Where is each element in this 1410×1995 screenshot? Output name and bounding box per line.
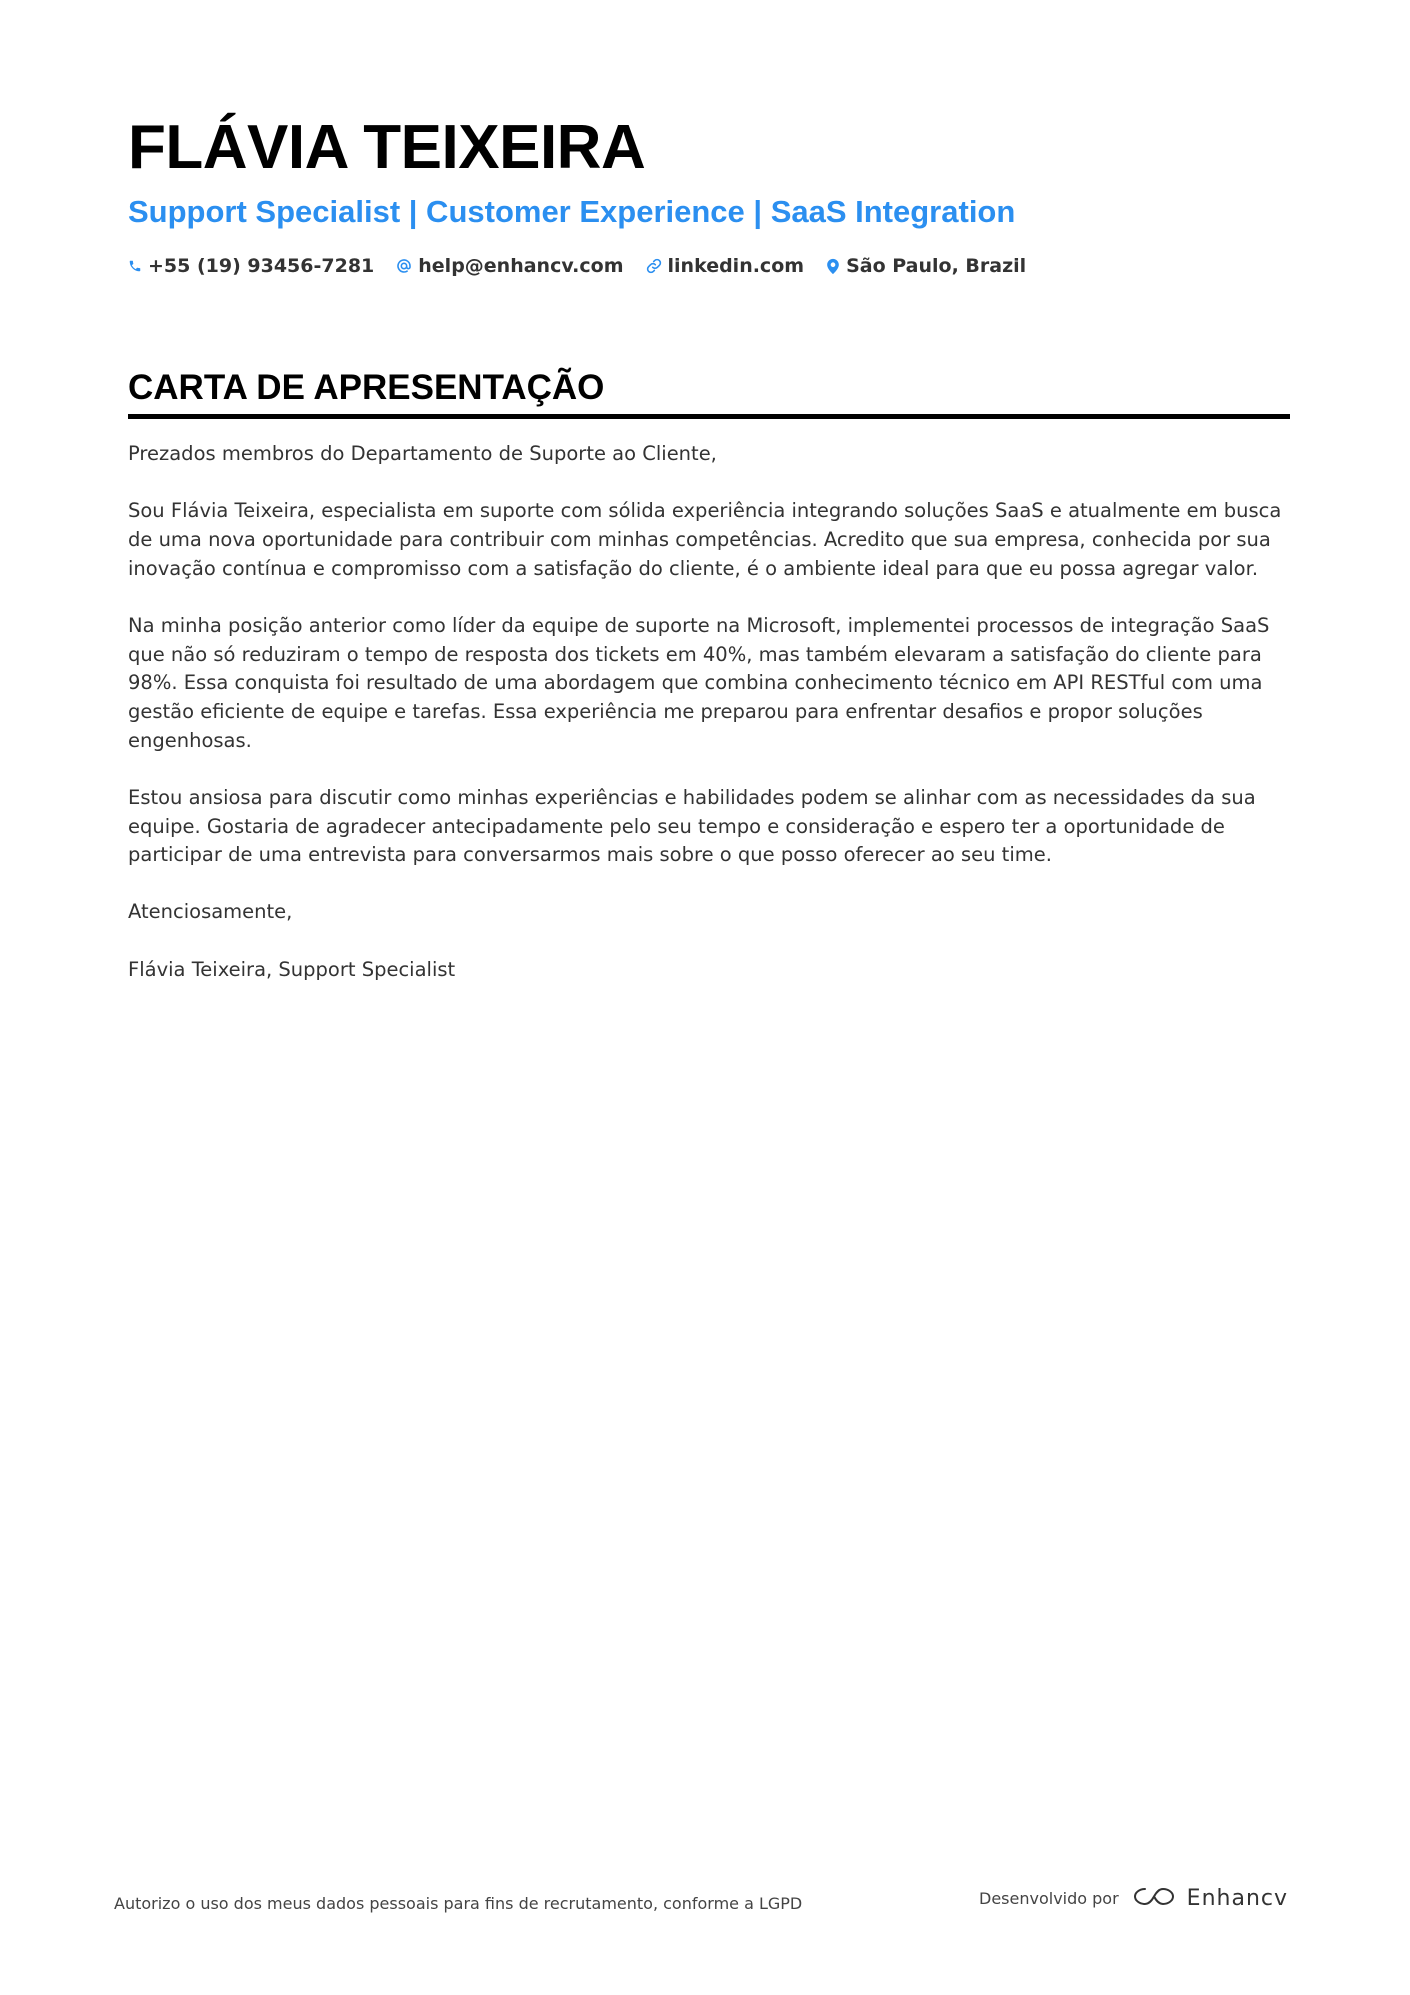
letter-paragraph: Na minha posição anterior como líder da equipe de suporte na Microsoft, implementei processos de integração SaaS que não só reduziram o tempo de resposta dos tickets em 40%, mas também elevaram a satisfação do cliente para 98%. Essa conquista foi resultado de uma abordagem que combina conhecimento técnico em API RESTful com uma gestão eficiente de equipe e tarefas. Essa experiência me preparou para enfrentar desafios e propor soluções engenhosas. xyxy=(128,613,1270,752)
letter-body xyxy=(128,440,1288,1013)
contact-info xyxy=(128,252,1288,280)
at-icon xyxy=(396,258,412,274)
phone-icon xyxy=(128,259,142,273)
section-title: CARTA DE APRESENTAÇÃO xyxy=(128,366,1290,419)
contact-phone[interactable] xyxy=(128,252,374,280)
letter-greeting: Prezados membros do Departamento de Suporte ao Cliente, xyxy=(128,442,717,465)
link-icon xyxy=(646,258,662,274)
enhancv-brand-name: Enhancv xyxy=(1186,1885,1288,1911)
consent-note: Autorizo o uso dos meus dados pessoais para fins de recrutamento, conforme a LGPD xyxy=(114,1894,803,1913)
contact-location-text: São Paulo, Brazil xyxy=(846,255,1027,277)
contact-linkedin-text: linkedin.com xyxy=(667,255,805,277)
letter-closing: Atenciosamente, xyxy=(128,900,293,924)
contact-email[interactable] xyxy=(396,252,623,280)
candidate-name: FLÁVIA TEIXEIRA xyxy=(128,113,646,182)
resume-header xyxy=(128,108,1288,280)
letter-signature: Flávia Teixeira, Support Specialist xyxy=(128,957,456,981)
enhancv-brand-link[interactable] xyxy=(1131,1884,1288,1912)
enhancv-logo-icon xyxy=(1131,1884,1177,1912)
candidate-title: Support Specialist | Customer Experience | SaaS Integration xyxy=(128,194,1016,229)
contact-linkedin[interactable] xyxy=(646,252,805,280)
letter-paragraph: Sou Flávia Teixeira, especialista em suporte com sólida experiência integrando soluções SaaS e atualmente em busca de uma nova oportunidade para contribuir com minhas competências. Acredito que sua empresa, conhecida por sua inovação contínua e compromisso com a satisfação do cliente, é o ambiente ideal para que eu possa agregar valor. xyxy=(128,499,1282,580)
location-pin-icon xyxy=(826,258,840,275)
contact-email-text: help@enhancv.com xyxy=(418,255,624,277)
letter-paragraph: Estou ansiosa para discutir como minhas experiências e habilidades podem se alinhar com as necessidades da sua equipe. Gostaria de agradecer antecipadamente pelo seu tempo e consideração e espero ter a oportunidade de participar de uma entrevista para conversarmos mais sobre o que posso oferecer ao seu time. xyxy=(128,785,1256,867)
contact-location xyxy=(826,252,1026,280)
footer-branding xyxy=(979,1884,1288,1912)
contact-phone-text: +55 (19) 93456-7281 xyxy=(148,255,375,277)
powered-by-label: Desenvolvido por xyxy=(979,1888,1119,1908)
